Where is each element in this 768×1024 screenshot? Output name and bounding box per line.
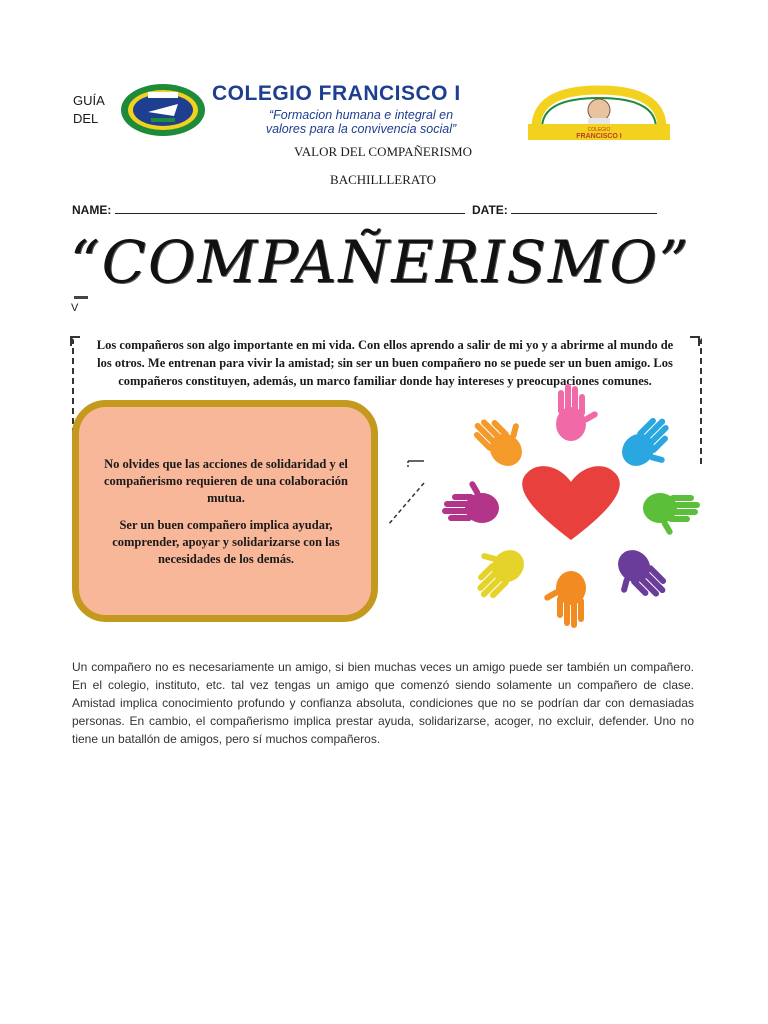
value-heading: VALOR DEL COMPAÑERISMO [294,144,472,159]
level-heading: BACHILLLERATO [330,172,436,187]
school-arch-logo-icon [526,84,672,142]
school-name: COLEGIO FRANCISCO I [212,82,461,105]
stray-mark: V [71,302,79,314]
callout-paragraph-2: Ser un buen compañero implica ayudar, comprender, apoyar y solidarizarse con las necesidades de los demás. [112,518,340,566]
svg-text:FRANCISCO I: FRANCISCO I [576,133,622,140]
hands-around-heart-icon [436,380,706,636]
guia-line-1: GUÍA [73,93,105,108]
motto-line-2: valores para la convivencia social” [265,122,457,136]
school-crest-icon [118,82,208,138]
guia-label [73,92,113,128]
date-label: DATE: [472,203,508,217]
name-blank[interactable] [115,201,465,214]
guia-line-2: DEL [73,111,99,126]
title-underline-mark [74,296,88,299]
name-label: NAME: [72,203,112,217]
school-motto [226,108,496,136]
motto-line-1: “Formacion humana e integral en [268,108,454,122]
callout-text [86,456,366,578]
main-title: “COMPAÑERISMO” [70,228,691,296]
body-paragraph: Un compañero no es necesariamente un amigo, si bien muchas veces un amigo puede ser también un compañero. En el colegio, instituto, etc. tal vez tengas un amigo que comenzó siendo solamente un compañero de clase. Amistad implica conocimiento profundo y confianza absoluta, condiciones que no se podrían dar con demasiadas personas. En cambio, el compañerismo implica prestar ayuda, solidarizarse, acoger, no excluir, defender. Uno no tiene un batallón de amigos, pero sí muchos compañeros. [72,660,694,746]
callout-connector [380,455,440,535]
name-date-row [72,201,657,217]
svg-text:COLEGIO: COLEGIO [587,127,611,133]
frame-corner-right [690,336,700,346]
callout-paragraph-1: No olvides que las acciones de solidaridad y el compañerismo requieren de una colaboración mutua. [104,457,348,505]
date-blank[interactable] [511,201,657,214]
frame-corner-left [70,336,80,346]
intro-text: Los compañeros son algo importante en mi vida. Con ellos aprendo a salir de mi yo y a abrirme al mundo de los otros. Me entrenan para vivir la amistad; sin ser un buen compañero no se puede ser un buen amigo. Los compañeros constituyen, además, un marco familiar donde hay intereses y preocupaciones comunes. [96,338,674,388]
